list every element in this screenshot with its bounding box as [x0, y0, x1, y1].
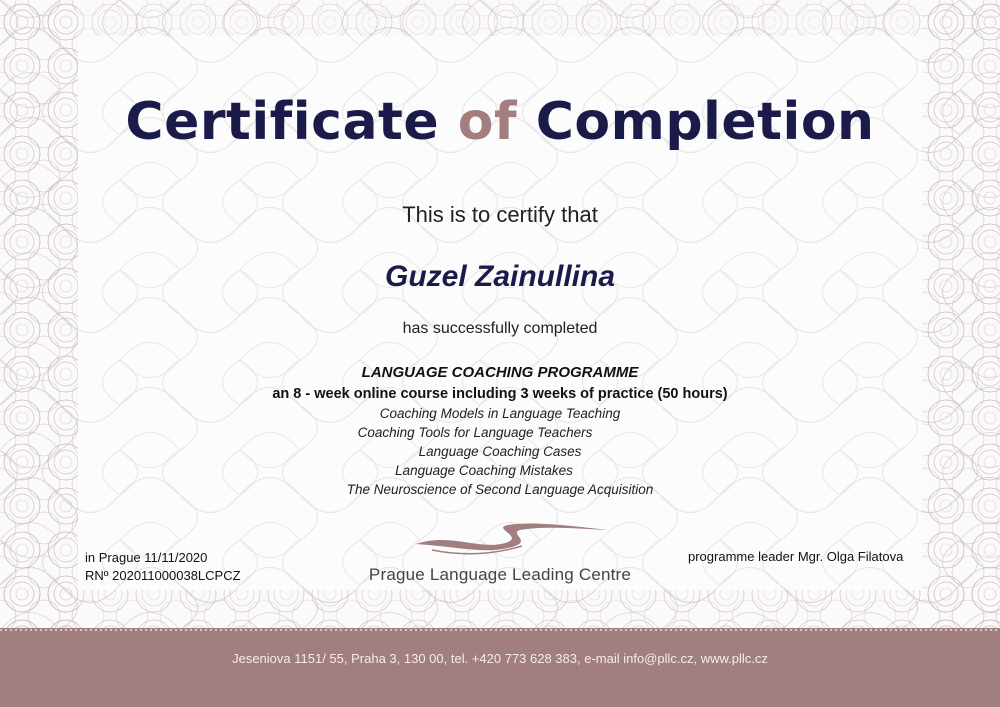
signatory: programme leader Mgr. Olga Filatova: [688, 549, 904, 564]
organization-logo-text: Prague Language Leading Centre: [368, 565, 632, 584]
registration-number: RNº 202011000038LCPCZ: [85, 568, 241, 583]
place-date: in Prague 11/11/2020: [85, 550, 208, 565]
title-word-certificate: Certificate: [125, 92, 440, 152]
certify-statement: This is to certify that: [402, 202, 598, 227]
module-item: The Neuroscience of Second Language Acquisition: [346, 482, 654, 497]
module-item: Coaching Tools for Language Teachers: [357, 425, 593, 440]
completed-statement: has successfully completed: [402, 320, 598, 337]
module-item: Language Coaching Cases: [418, 444, 582, 459]
footer-border-decoration: [0, 628, 1000, 632]
footer-contact: Jeseniova 1151/ 55, Praha 3, 130 00, tel. +420 773 628 383, e-mail info@pllc.cz, www.pllc.cz: [232, 651, 768, 666]
course-description: an 8 - week online course including 3 weeks of practice (50 hours): [272, 386, 728, 402]
title-word-of: of: [457, 92, 518, 152]
module-item: Coaching Models in Language Teaching: [379, 406, 621, 421]
module-item: Language Coaching Mistakes: [395, 463, 573, 478]
programme-name: LANGUAGE COACHING PROGRAMME: [361, 364, 639, 381]
organization-logo-icon: [412, 522, 612, 562]
recipient-name: Guzel Zainullina: [384, 260, 616, 293]
certificate-title: [0, 92, 1000, 152]
footer-band: [0, 628, 1000, 707]
title-word-completion: Completion: [535, 92, 875, 152]
